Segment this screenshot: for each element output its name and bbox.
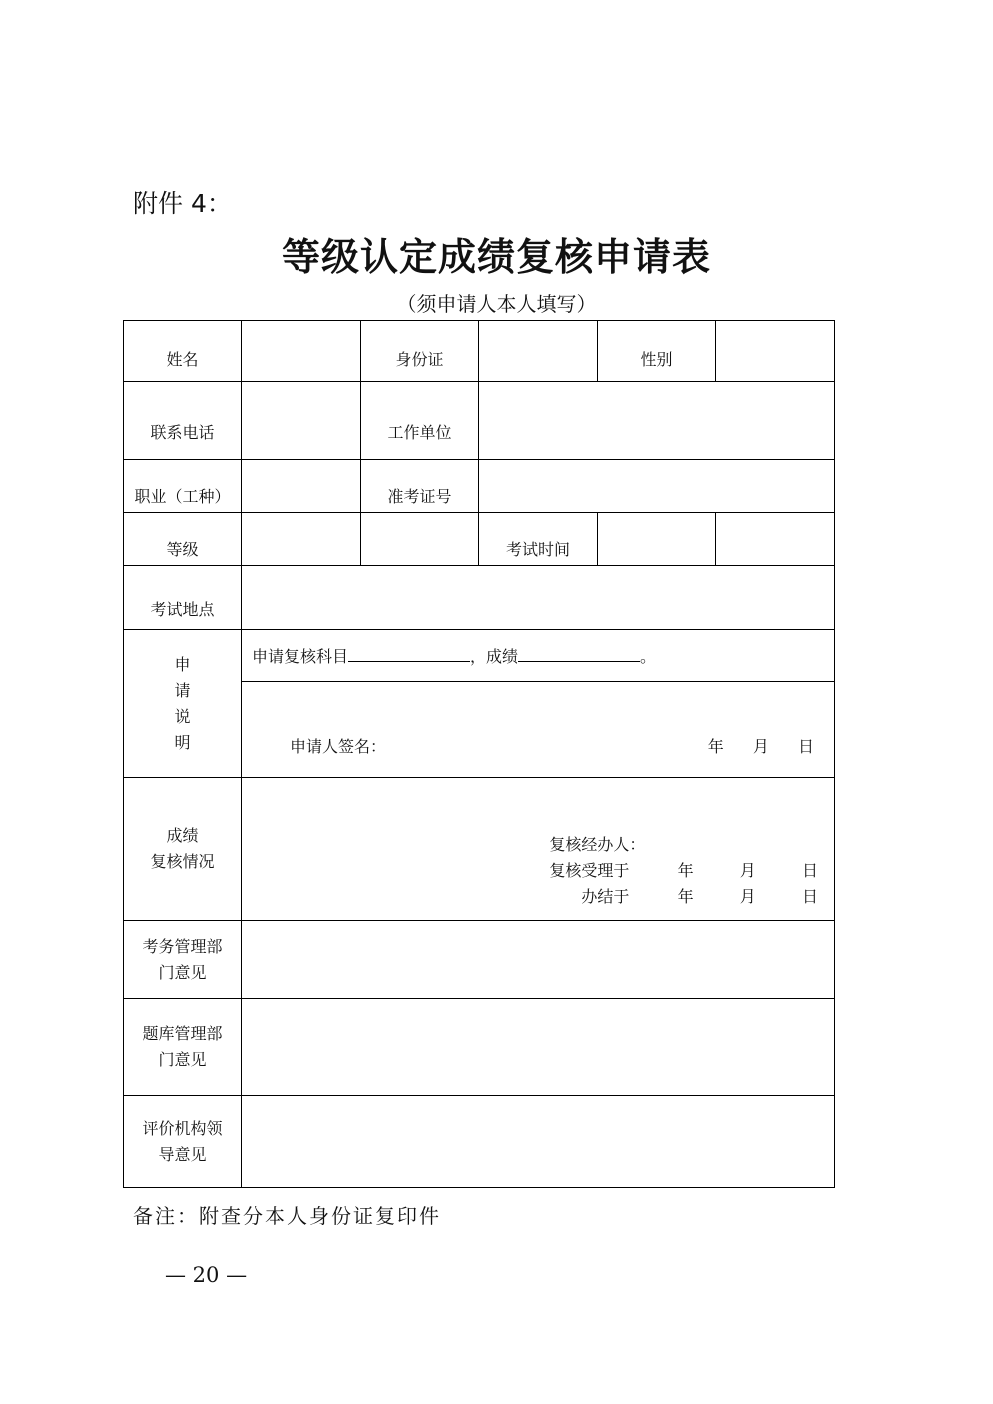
question-bank-opinion-field[interactable] <box>242 999 835 1096</box>
review-info-block <box>549 832 818 910</box>
exam-time-field[interactable] <box>598 513 716 566</box>
review-subject-line <box>242 630 835 682</box>
level-label: 等级 <box>124 513 242 566</box>
completed-year-label: 年 <box>677 887 694 906</box>
exam-affairs-label-line2: 门意见 <box>158 962 207 982</box>
application-label-char: 申 <box>174 654 191 674</box>
accepted-day-label: 日 <box>801 861 818 880</box>
application-description-label <box>124 630 242 778</box>
name-field[interactable] <box>242 321 361 382</box>
exam-time-label: 考试时间 <box>479 513 598 566</box>
admission-ticket-label: 准考证号 <box>361 460 479 513</box>
score-review-label-line1: 成绩 <box>166 826 199 845</box>
application-label-char: 说 <box>174 706 191 726</box>
score-review-cell[interactable] <box>242 778 835 921</box>
gender-field[interactable] <box>716 321 835 382</box>
exam-affairs-opinion-field[interactable] <box>242 921 835 999</box>
occupation-field[interactable] <box>242 460 361 513</box>
score-review-label <box>124 778 242 921</box>
occupation-label: 职业（工种） <box>124 460 242 513</box>
application-label-char: 明 <box>174 732 191 752</box>
employer-label: 工作单位 <box>361 382 479 460</box>
id-card-label: 身份证 <box>361 321 479 382</box>
document-subtitle: （须申请人本人填写） <box>396 292 597 316</box>
end-mark: 。 <box>640 647 657 666</box>
phone-field[interactable] <box>242 382 361 460</box>
evaluation-org-label-line1: 评价机构领 <box>142 1118 223 1138</box>
question-bank-label-line2: 门意见 <box>158 1050 207 1069</box>
question-bank-label-line1: 题库管理部 <box>142 1024 223 1043</box>
review-subject-prefix: 申请复核科目 <box>252 647 349 666</box>
gender-label: 性别 <box>598 321 716 382</box>
exam-time-field-extra[interactable] <box>716 513 835 566</box>
review-accepted-label: 复核受理于 <box>549 861 630 880</box>
name-label: 姓名 <box>124 321 242 382</box>
review-completed-label: 办结于 <box>581 887 630 906</box>
score-blank[interactable] <box>518 645 640 662</box>
question-bank-opinion-label <box>124 999 242 1096</box>
id-card-field[interactable] <box>479 321 598 382</box>
document-title: 等级认定成绩复核申请表 <box>281 235 711 279</box>
exam-affairs-opinion-label <box>124 921 242 999</box>
remark-note: 备注：附查分本人身份证复印件 <box>133 1204 441 1228</box>
year-label: 年 <box>707 737 724 756</box>
accepted-month-label: 月 <box>739 861 756 880</box>
admission-ticket-field[interactable] <box>479 460 835 513</box>
phone-label: 联系电话 <box>124 382 242 460</box>
application-label-char: 请 <box>174 680 191 700</box>
evaluation-org-label-line2: 导意见 <box>158 1144 207 1164</box>
exam-affairs-label-line1: 考务管理部 <box>142 936 223 956</box>
completed-day-label: 日 <box>801 887 818 906</box>
evaluation-org-opinion-field[interactable] <box>242 1096 835 1188</box>
completed-month-label: 月 <box>739 887 756 906</box>
accepted-year-label: 年 <box>677 861 694 880</box>
signature-date <box>684 734 814 757</box>
month-label: 月 <box>752 737 769 756</box>
review-handler-label: 复核经办人： <box>549 835 646 854</box>
score-review-label-line2: 复核情况 <box>150 852 215 871</box>
applicant-signature-cell[interactable] <box>242 682 835 778</box>
application-form-table <box>123 320 835 1188</box>
attachment-label: 附件 4： <box>133 189 232 218</box>
exam-place-label: 考试地点 <box>124 566 242 630</box>
score-prefix: ，成绩 <box>470 647 519 666</box>
employer-field[interactable] <box>479 382 835 460</box>
evaluation-org-opinion-label <box>124 1096 242 1188</box>
applicant-signature-label: 申请人签名： <box>290 737 387 756</box>
day-label: 日 <box>797 737 814 756</box>
level-field-extra[interactable] <box>361 513 479 566</box>
level-field[interactable] <box>242 513 361 566</box>
review-subject-blank[interactable] <box>348 645 470 662</box>
page-number: — 20 — <box>165 1263 248 1287</box>
exam-place-field[interactable] <box>242 566 835 630</box>
